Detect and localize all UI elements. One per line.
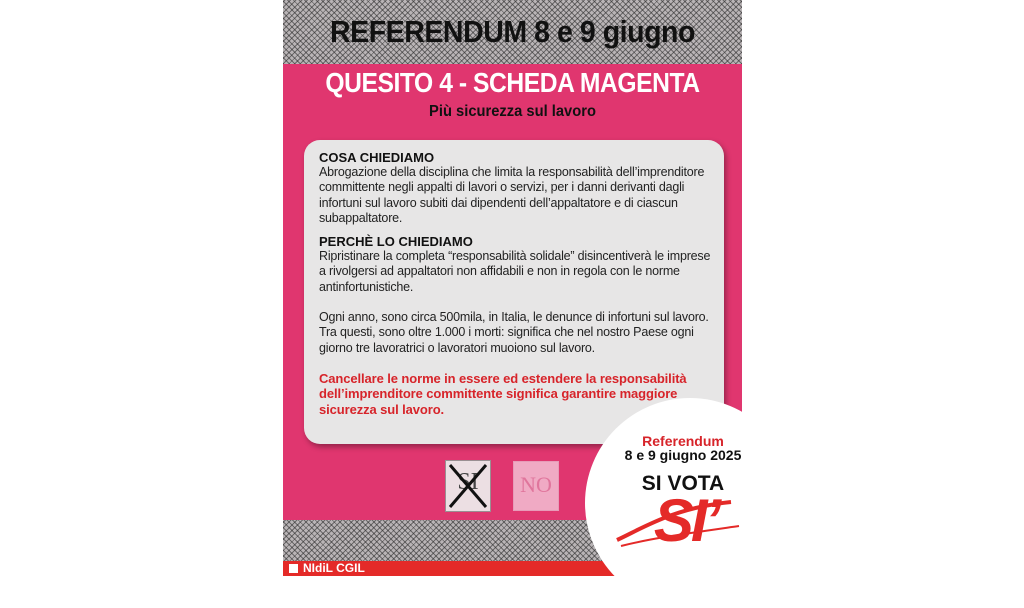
badge-date: 8 e 9 giugno 2025 (624, 447, 742, 463)
text-cosa-chiediamo: Abrogazione della disciplina che limita la responsabilità dell’imprenditore committente negli appalti di lavori o servizi, per i danni derivanti dagli infortuni sul lavoro subiti dai dipendenti dell’appaltatore e di ciascun subappaltatore. (319, 165, 705, 225)
info-card (304, 140, 724, 444)
ballot-no-label: NO (520, 472, 552, 497)
ballot-no-box (513, 461, 559, 511)
ballot-si-box (445, 460, 491, 512)
referendum-poster (283, 0, 742, 576)
cross-mark-icon (446, 461, 490, 511)
headline: REFERENDUM 8 e 9 giugno (330, 14, 695, 49)
text-perche-lo-chiediamo: Ripristinare la completa “responsabilità solidale” disincentiverà le imprese a rivolgersi ad appaltatori non affidabili e non in regola con le norme antinfortunistiche. (319, 249, 711, 294)
heading-cosa-chiediamo: COSA CHIEDIAMO (319, 150, 435, 165)
badge-si: SI’ (653, 487, 719, 554)
text-statistics: Ogni anno, sono circa 500mila, in Italia, le denunce di infortuni sul lavoro. Tra questi, sono oltre 1.000 i morti: significa che nel nostro Paese ogni giorno tre lavoratrici o lavoratori muoiono sul lavoro. (319, 310, 709, 355)
logo-square-icon (289, 564, 298, 573)
badge-si-vota: SI VOTA (641, 472, 725, 495)
nidil-cgil-logo: NIdiL CGIL (289, 561, 365, 576)
quesito-title: QUESITO 4 - SCHEDA MAGENTA (325, 67, 700, 98)
subtitle: Più sicurezza sul lavoro (429, 103, 596, 120)
ballot-si-label: SI (457, 469, 479, 495)
badge-referendum: Referendum (642, 433, 724, 449)
heading-perche-lo-chiediamo: PERCHÈ LO CHIEDIAMO (319, 234, 473, 250)
call-to-action: Cancellare le norme in essere ed estendere la responsabilità dell’imprenditore committente significa garantire maggiore sicurezza sul lavoro. (319, 370, 687, 417)
